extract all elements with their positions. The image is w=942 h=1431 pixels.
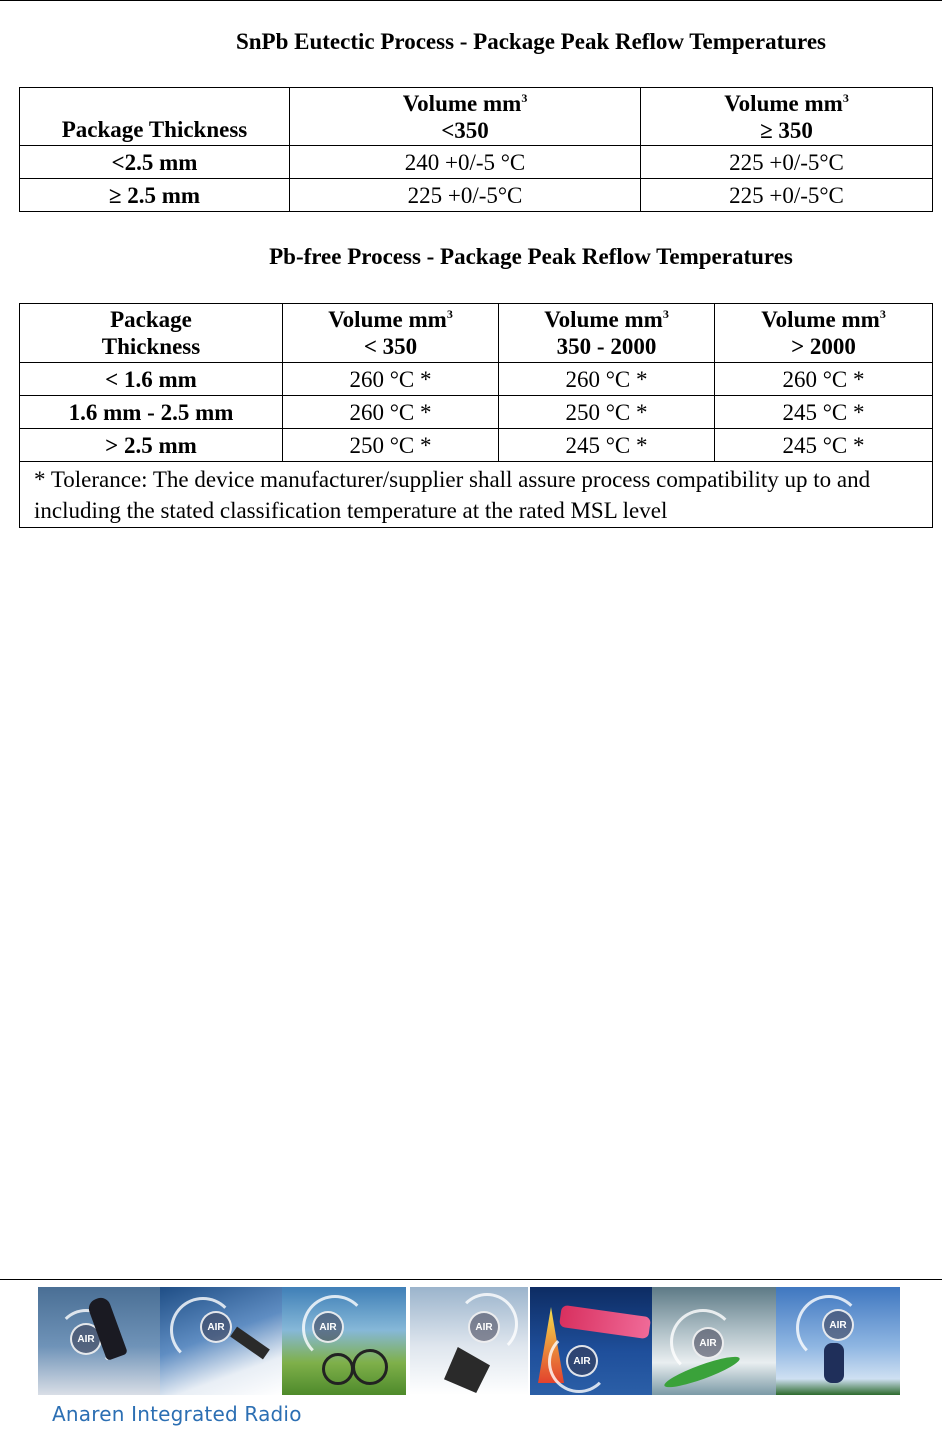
skater-silhouette bbox=[824, 1343, 844, 1383]
tolerance-note-row bbox=[20, 462, 933, 528]
footer-rule bbox=[0, 1279, 942, 1280]
row-temp: 260 °C * bbox=[283, 363, 499, 396]
banner-photo-biker bbox=[282, 1287, 406, 1395]
banner-photo-snowboarder bbox=[410, 1287, 528, 1395]
banner-photo-kayaker bbox=[652, 1287, 776, 1395]
header-package-thickness: Package Thickness bbox=[20, 88, 290, 146]
brand-logo-text: Anaren Integrated Radio bbox=[52, 1402, 302, 1426]
header-volume-range: 350 - 2000 bbox=[556, 334, 657, 359]
tolerance-note: * Tolerance: The device manufacturer/supplier shall assure process compatibility up to and including the stated classification temperature at the rated MSL level bbox=[20, 462, 933, 528]
footer-banner-left bbox=[38, 1287, 406, 1395]
row-temp: 225 +0/-5°C bbox=[641, 146, 933, 179]
header-volume-unit-exponent: 3 bbox=[662, 307, 669, 321]
air-badge-icon: AIR bbox=[468, 1311, 500, 1343]
air-badge-icon: AIR bbox=[566, 1345, 598, 1377]
header-volume-label: Volume mm bbox=[724, 90, 843, 116]
table-header-row bbox=[20, 88, 933, 146]
air-badge-icon: AIR bbox=[70, 1323, 102, 1355]
row-temp: 245 °C * bbox=[715, 429, 933, 462]
top-rule bbox=[0, 0, 942, 1]
header-volume-lt-350 bbox=[283, 304, 499, 363]
header-volume-unit-exponent: 3 bbox=[842, 90, 849, 105]
row-temp: 250 °C * bbox=[283, 429, 499, 462]
row-temp: 250 °C * bbox=[499, 396, 715, 429]
bike-wheel-shape bbox=[352, 1349, 388, 1385]
table-header-row bbox=[20, 304, 933, 363]
banner-photo-skater bbox=[38, 1287, 160, 1395]
air-badge-icon: AIR bbox=[692, 1327, 724, 1359]
header-volume-ge-350 bbox=[641, 88, 933, 146]
header-volume-gt-2000 bbox=[715, 304, 933, 363]
row-temp: 225 +0/-5°C bbox=[641, 179, 933, 212]
row-temp: 260 °C * bbox=[715, 363, 933, 396]
row-temp: 225 +0/-5°C bbox=[290, 179, 641, 212]
row-thickness: > 2.5 mm bbox=[20, 429, 283, 462]
row-temp: 260 °C * bbox=[499, 363, 715, 396]
header-volume-label: Volume mm bbox=[328, 307, 447, 332]
table-row bbox=[20, 429, 933, 462]
row-thickness: ≥ 2.5 mm bbox=[20, 179, 290, 212]
header-package-thickness bbox=[20, 304, 283, 363]
header-volume-unit-exponent: 3 bbox=[446, 307, 453, 321]
header-volume-label: Volume mm bbox=[544, 307, 663, 332]
table-row bbox=[20, 363, 933, 396]
skier-silhouette bbox=[230, 1327, 270, 1360]
banner-photo-windsurfer bbox=[530, 1287, 652, 1395]
header-volume-350-2000 bbox=[499, 304, 715, 363]
header-thickness-line1: Package bbox=[110, 307, 192, 332]
row-thickness: < 1.6 mm bbox=[20, 363, 283, 396]
banner-photo-rollerskater bbox=[776, 1287, 900, 1395]
table-row bbox=[20, 396, 933, 429]
air-badge-icon: AIR bbox=[312, 1311, 344, 1343]
header-volume-label: Volume mm bbox=[761, 307, 880, 332]
header-volume-unit-exponent: 3 bbox=[521, 90, 528, 105]
header-volume-unit-exponent: 3 bbox=[879, 307, 886, 321]
bike-wheel-shape bbox=[322, 1353, 354, 1385]
row-thickness: <2.5 mm bbox=[20, 146, 290, 179]
table-row bbox=[20, 146, 933, 179]
snpb-reflow-table bbox=[19, 87, 933, 212]
table-row bbox=[20, 179, 933, 212]
header-thickness-line2: Thickness bbox=[101, 334, 201, 359]
row-thickness: 1.6 mm - 2.5 mm bbox=[20, 396, 283, 429]
header-volume-range: <350 bbox=[441, 117, 489, 143]
pbfree-table-title: Pb-free Process - Package Peak Reflow Temperatures bbox=[269, 244, 793, 269]
air-badge-icon: AIR bbox=[822, 1309, 854, 1341]
pbfree-reflow-table bbox=[19, 303, 933, 528]
header-volume-range: > 2000 bbox=[791, 334, 856, 359]
banner-photo-skier bbox=[160, 1287, 282, 1395]
row-temp: 240 +0/-5 °C bbox=[290, 146, 641, 179]
snpb-table-title: SnPb Eutectic Process - Package Peak Reflow Temperatures bbox=[235, 29, 827, 54]
footer-banner-right bbox=[410, 1287, 900, 1395]
air-badge-icon: AIR bbox=[200, 1311, 232, 1343]
header-volume-label: Volume mm bbox=[402, 90, 522, 116]
header-volume-range: ≥ 350 bbox=[760, 117, 813, 143]
row-temp: 245 °C * bbox=[715, 396, 933, 429]
row-temp: 245 °C * bbox=[499, 429, 715, 462]
header-volume-lt-350 bbox=[290, 88, 641, 146]
row-temp: 260 °C * bbox=[283, 396, 499, 429]
header-volume-range: < 350 bbox=[363, 334, 418, 359]
